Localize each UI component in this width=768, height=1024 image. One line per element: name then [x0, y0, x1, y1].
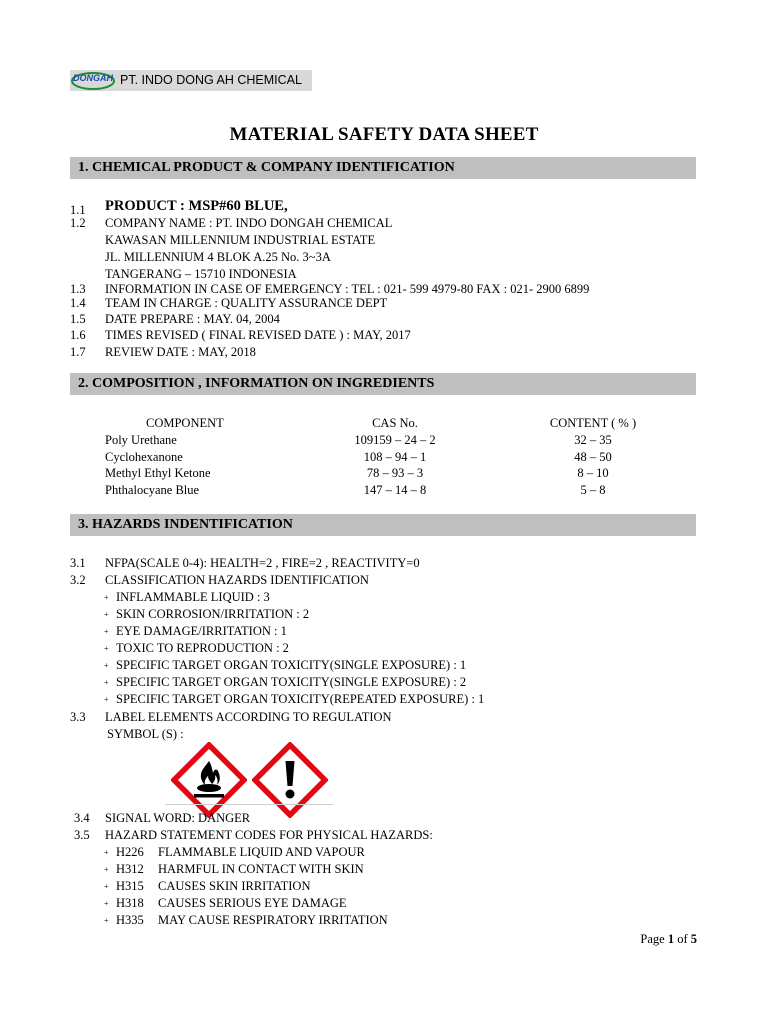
- bullet-icon: +: [104, 593, 109, 602]
- classification-item: + INFLAMMABLE LIQUID : 3: [104, 590, 270, 604]
- section-1-bar: [70, 157, 696, 179]
- bullet-icon: +: [104, 899, 109, 908]
- cas-number: 108 – 94 – 1: [363, 450, 427, 464]
- signal-word: SIGNAL WORD: DANGER: [105, 811, 251, 825]
- product-name: PRODUCT : MSP#60 BLUE,: [105, 198, 288, 214]
- content-percent: 32 – 35: [574, 433, 612, 447]
- hazard-code-item: [104, 862, 364, 877]
- bullet-icon: +: [104, 695, 109, 704]
- bullet-icon: +: [104, 678, 109, 687]
- hazard-code: H335: [116, 913, 144, 927]
- hazard-text: HARMFUL IN CONTACT WITH SKIN: [158, 862, 364, 876]
- cas-number: 147 – 14 – 8: [363, 483, 427, 497]
- hazard-code-item: [104, 845, 365, 860]
- item-number: 3.4: [74, 811, 90, 825]
- nfpa-rating: NFPA(SCALE 0-4): HEALTH=2 , FIRE=2 , REACTIVITY=0: [105, 556, 420, 570]
- item-number: 1.3: [70, 282, 86, 296]
- hazard-code: H315: [116, 879, 144, 893]
- item-number: 1.5: [70, 312, 86, 326]
- item-number: 3.2: [70, 573, 86, 587]
- review-date: REVIEW DATE : MAY, 2018: [105, 345, 256, 359]
- item-number: 1.6: [70, 328, 86, 342]
- content-percent: 48 – 50: [574, 450, 612, 464]
- component-name: Methyl Ethyl Ketone: [105, 466, 211, 480]
- hazard-text: CAUSES SERIOUS EYE DAMAGE: [158, 896, 347, 910]
- dongah-logo: [70, 70, 116, 91]
- content-percent: 5 – 8: [580, 483, 606, 497]
- times-revised: TIMES REVISED ( FINAL REVISED DATE ) : MAY, 2017: [105, 328, 411, 342]
- section-1-heading: 1. CHEMICAL PRODUCT & COMPANY IDENTIFICATION: [78, 160, 455, 175]
- item-number: 3.5: [74, 828, 90, 842]
- item-number: 1.4: [70, 296, 86, 310]
- classification-item: + EYE DAMAGE/IRRITATION : 1: [104, 624, 287, 638]
- classification-item: + SPECIFIC TARGET ORGAN TOXICITY(SINGLE EXPOSURE) : 2: [104, 675, 467, 689]
- item-number: 1.1: [70, 203, 86, 217]
- hazard-code: H312: [116, 862, 144, 876]
- symbol-label: SYMBOL (S) :: [107, 727, 184, 741]
- team-in-charge: TEAM IN CHARGE : QUALITY ASSURANCE DEPT: [105, 296, 388, 310]
- classification-item: + SKIN CORROSION/IRRITATION : 2: [104, 607, 310, 621]
- item-number: 1.2: [70, 216, 86, 230]
- cas-number: 109159 – 24 – 2: [354, 433, 436, 447]
- company-name: PT. INDO DONG AH CHEMICAL: [120, 73, 302, 87]
- address-line: JL. MILLENNIUM 4 BLOK A.25 No. 3~3A: [105, 250, 331, 264]
- column-header-component: COMPONENT: [146, 416, 224, 430]
- hazard-statement-heading: HAZARD STATEMENT CODES FOR PHYSICAL HAZARDS:: [105, 828, 433, 842]
- classification-item: + TOXIC TO REPRODUCTION : 2: [104, 641, 289, 655]
- item-number: 3.1: [70, 556, 86, 570]
- hazard-code-item: [104, 879, 310, 894]
- exclamation-pictogram-icon: [252, 742, 328, 818]
- bullet-icon: +: [104, 644, 109, 653]
- page-number: Page 1 of 5: [640, 932, 697, 946]
- classification-item: + SPECIFIC TARGET ORGAN TOXICITY(SINGLE EXPOSURE) : 1: [104, 658, 467, 672]
- bullet-icon: +: [104, 916, 109, 925]
- component-name: Poly Urethane: [105, 433, 177, 447]
- content-percent: 8 – 10: [577, 466, 609, 480]
- bullet-icon: +: [104, 848, 109, 857]
- classification-heading: CLASSIFICATION HAZARDS IDENTIFICATION: [105, 573, 369, 587]
- bullet-icon: +: [104, 865, 109, 874]
- company-name-line: COMPANY NAME : PT. INDO DONGAH CHEMICAL: [105, 216, 393, 230]
- column-header-cas: CAS No.: [372, 416, 418, 430]
- hazard-text: FLAMMABLE LIQUID AND VAPOUR: [158, 845, 365, 859]
- emergency-contact: INFORMATION IN CASE OF EMERGENCY : TEL : 021- 599 4979-80 FAX : 021- 2900 6899: [105, 282, 590, 296]
- hazard-text: CAUSES SKIN IRRITATION: [158, 879, 311, 893]
- document-title: MATERIAL SAFETY DATA SHEET: [229, 124, 539, 145]
- pictogram-divider: [165, 804, 333, 805]
- section-3-bar: [70, 514, 696, 536]
- svg-text:DONGAH: DONGAH: [73, 73, 113, 83]
- hazard-code-item: [104, 896, 347, 911]
- hazard-code: H318: [116, 896, 144, 910]
- item-number: 3.3: [70, 710, 86, 724]
- bullet-icon: +: [104, 627, 109, 636]
- bullet-icon: +: [104, 882, 109, 891]
- address-line: TANGERANG – 15710 INDONESIA: [105, 267, 297, 281]
- hazard-text: MAY CAUSE RESPIRATORY IRRITATION: [158, 913, 388, 927]
- hazard-code-item: [104, 913, 388, 928]
- flame-pictogram-icon: [171, 742, 247, 818]
- bullet-icon: +: [104, 661, 109, 670]
- bullet-icon: +: [104, 610, 109, 619]
- component-name: Phthalocyane Blue: [105, 483, 200, 497]
- cas-number: 78 – 93 – 3: [366, 466, 424, 480]
- component-name: Cyclohexanone: [105, 450, 183, 464]
- address-line: KAWASAN MILLENNIUM INDUSTRIAL ESTATE: [105, 233, 376, 247]
- section-3-heading: 3. HAZARDS INDENTIFICATION: [78, 517, 293, 532]
- date-prepare: DATE PREPARE : MAY. 04, 2004: [105, 312, 280, 326]
- item-number: 1.7: [70, 345, 86, 359]
- section-2-heading: 2. COMPOSITION , INFORMATION ON INGREDIENTS: [78, 376, 435, 391]
- label-elements-heading: LABEL ELEMENTS ACCORDING TO REGULATION: [105, 710, 392, 724]
- column-header-content: CONTENT ( % ): [549, 416, 637, 430]
- classification-item: + SPECIFIC TARGET ORGAN TOXICITY(REPEATED EXPOSURE) : 1: [104, 692, 485, 706]
- section-2-bar: [70, 373, 696, 395]
- hazard-code: H226: [116, 845, 144, 859]
